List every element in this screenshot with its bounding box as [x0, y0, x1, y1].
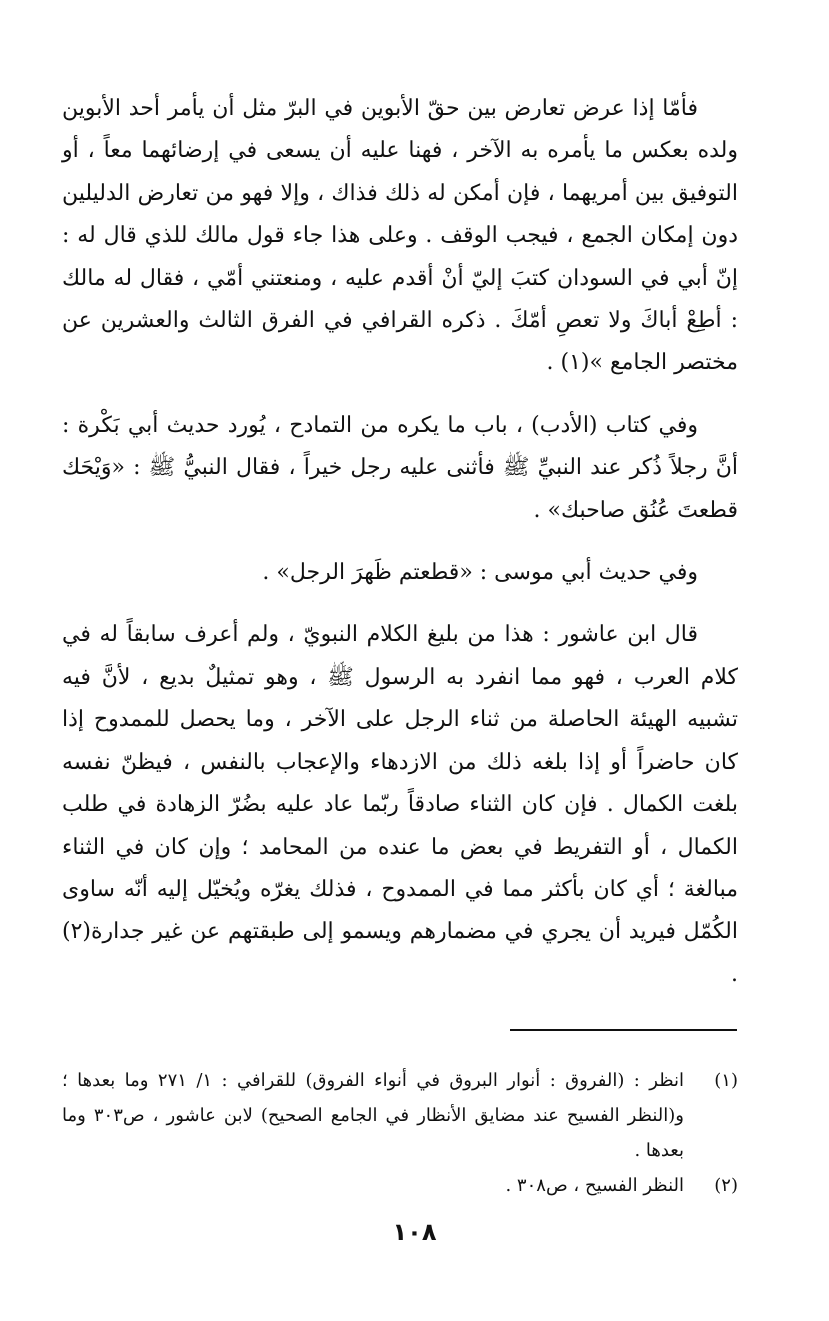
paragraph-abu-musa-hadith: وفي حديث أبي موسى : «قطعتم ظَهرَ الرجل» .: [262, 560, 698, 586]
paragraph-parents-conflict: فأمّا إذا عرض تعارض بين حقّ الأبوين في البرّ مثل أن يأمر أحد الأبوين ولده بعكس ما يأمره به الآخر ، فهنا عليه أن يسعى في إرضائهما معاً ، أو التوفيق بين أمريهما ، فإن أمكن له ذلك فذاك ، وإلا فهو من تعارض الدليلين دون إمكان الجمع ، فيجب الوقف . وعلى هذا جاء قول مالك للذي قال له : إنّ أبي في السودان كتبَ إليّ أنْ أقدم عليه ، ومنعتني أمّي ، فقال له مالك : أطِعْ أباكَ ولا تعصِ أمّكَ . ذكره القرافي في الفرق الثالث والعشرين عن مختصر الجامع »(١) .: [62, 96, 738, 376]
footnote-number: (١): [714, 1070, 738, 1091]
main-text: [62, 88, 738, 996]
footnote-text: النظر الفسيح ، ص٣٠٨ .: [505, 1175, 684, 1196]
footnotes: [62, 1063, 738, 1203]
paragraph-book-of-manners: وفي كتاب (الأدب) ، باب ما يكره من التمادح ، يُورد حديث أبي بَكْرة : أنَّ رجلاً ذُكر عند النبيِّ ﷺ فأثنى عليه رجل خيراً ، فقال النبيُّ ﷺ : «وَيْحَك قطعتَ عُنُق صاحبك» .: [62, 412, 738, 523]
footnote-2: [62, 1168, 738, 1203]
paragraph-ibn-ashur-commentary: قال ابن عاشور : هذا من بليغ الكلام النبويّ ، ولم أعرف سابقاً له في كلام العرب ، فهو مما انفرد به الرسول ﷺ ، وهو تمثيلٌ بديع ، لأنَّ فيه تشبيه الهيئة الحاصلة من ثناء الرجل على الآخر ، وما يحصل للممدوح إذا كان حاضراً أو إذا بلغه ذلك من الازدهاء والإعجاب بالنفس ، فيظنّ نفسه بلغت الكمال . فإن كان الثناء صادقاً ربّما عاد عليه بضُرّ الزهادة في طلب الكمال ، أو التفريط في بعض ما عنده من المحامد ؛ وإن كان في الثناء مبالغة ؛ أي كان بأكثر مما في الممدوح ، فذلك يغرّه ويُخيّل إليه أنّه ساوى الكُمّل فيريد أن يجري في مضمارهم ويسمو إلى طبقتهم عن غير جدارة(٢) .: [62, 622, 738, 987]
footnote-1: [62, 1063, 738, 1168]
footnote-number: (٢): [714, 1175, 738, 1196]
page-number: ١٠٨: [392, 1218, 437, 1246]
footnote-text: انظر : (الفروق : أنوار البروق في أنواء الفروق) للقرافي : ١/ ٢٧١ وما بعدها ؛ و(النظر الفسيح عند مضايق الأنظار في الجامع الصحيح) لابن عاشور ، ص٣٠٣ وما بعدها .: [62, 1070, 684, 1161]
footnote-divider: [510, 1029, 737, 1031]
